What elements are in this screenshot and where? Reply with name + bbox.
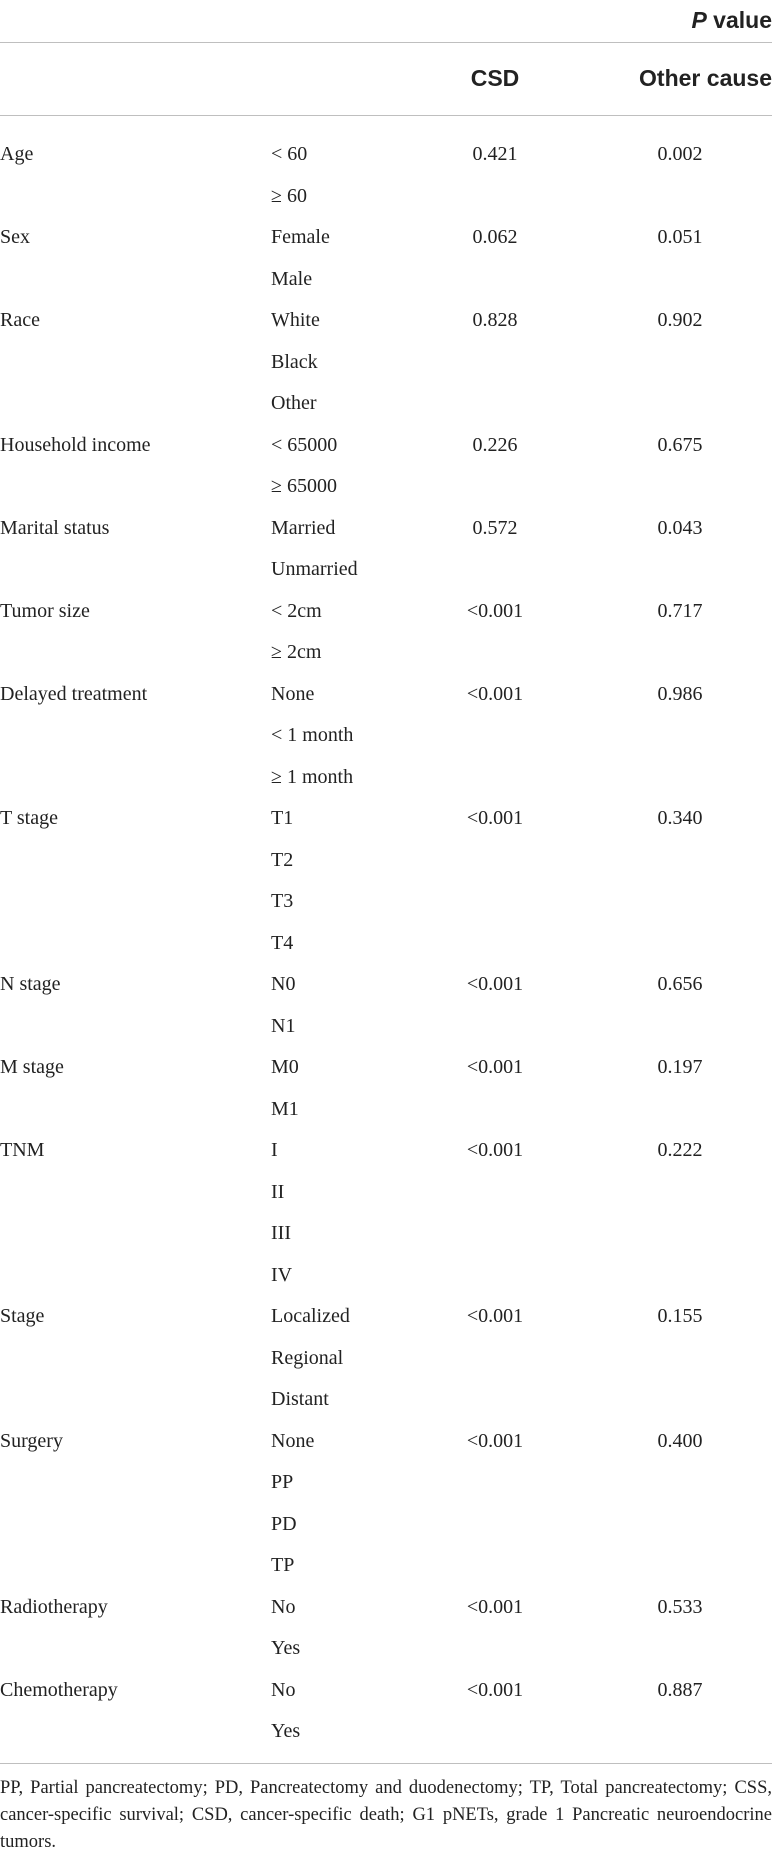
variable-name: N stage [0, 973, 61, 995]
variable-name: Marital status [0, 516, 110, 539]
table-row [0, 591, 772, 633]
table-row [0, 1670, 772, 1712]
csd-p-value: <0.001 [466, 1429, 524, 1452]
variable-level: T2 [271, 848, 294, 871]
csd-p-value: 0.828 [472, 309, 518, 331]
variable-level: M1 [271, 1097, 299, 1120]
variable-level: ≥ 65000 [271, 475, 337, 497]
other-cause-p-value: 0.675 [657, 433, 703, 456]
variable-level: III [271, 1222, 291, 1244]
table-row [0, 1213, 772, 1255]
variable-level: M0 [271, 1056, 299, 1078]
variable-level: ≥ 60 [271, 184, 307, 207]
variable-name: Tumor size [0, 599, 90, 622]
table-row [0, 715, 772, 757]
variable-name: TNM [0, 1139, 45, 1161]
table-row [0, 964, 772, 1006]
variable-level: Unmarried [271, 558, 358, 580]
variable-name: Stage [0, 1305, 45, 1327]
variable-level: II [271, 1180, 285, 1203]
csd-p-value: 0.572 [472, 516, 518, 539]
variable-level: Female [271, 226, 330, 248]
other-cause-p-value: 0.986 [657, 682, 703, 705]
csd-p-value: <0.001 [466, 1139, 524, 1161]
csd-p-value: <0.001 [466, 1056, 524, 1078]
table-row [0, 466, 772, 508]
variable-level: Yes [271, 1720, 301, 1742]
variable-level: < 1 month [271, 724, 354, 746]
table-row [0, 1296, 772, 1338]
variable-level: PP [271, 1471, 294, 1493]
other-cause-p-value: 0.197 [657, 1056, 703, 1078]
column-header-csd: CSD [470, 65, 520, 91]
table-row [0, 134, 772, 176]
csd-p-value: 0.421 [472, 143, 518, 165]
variable-level: TP [271, 1554, 295, 1576]
table-row [0, 217, 772, 259]
csd-p-value: 0.226 [472, 433, 518, 456]
table-row [0, 1379, 772, 1421]
variable-level: T1 [271, 807, 294, 829]
variable-name: Chemotherapy [0, 1678, 118, 1701]
variable-level: Regional [271, 1346, 344, 1369]
table-row [0, 1504, 772, 1546]
table-footnote: PP, Partial pancreatectomy; PD, Pancreatectomy and duodenectomy; TP, Total pancreatectomy; CSS, cancer-specific survival; CSD, cancer-specific death; G1 pNETs, grade 1 Pancreatic neuroendocrine tumors. [0, 1778, 772, 1852]
variable-level: Black [271, 350, 318, 373]
variable-level: < 65000 [271, 433, 338, 456]
table-row [0, 259, 772, 301]
other-cause-p-value: 0.717 [657, 599, 703, 622]
table-row [0, 300, 772, 342]
table-row [0, 1006, 772, 1048]
variable-level: T4 [271, 931, 294, 954]
variable-level: T3 [271, 890, 294, 912]
variable-level: N1 [271, 1014, 296, 1037]
variable-level: < 60 [271, 143, 308, 165]
variable-level: I [271, 1139, 278, 1161]
variable-level: White [271, 309, 320, 331]
table-row [0, 1545, 772, 1587]
variable-level: Married [271, 516, 336, 539]
csd-p-value: <0.001 [466, 682, 524, 705]
table-row [0, 425, 772, 467]
other-cause-p-value: 0.002 [657, 143, 703, 165]
table-row [0, 1172, 772, 1214]
p-value-label: value [706, 7, 772, 33]
p-value-italic-p: P [691, 7, 707, 33]
table-row [0, 632, 772, 674]
table-row [0, 549, 772, 591]
variable-name: Delayed treatment [0, 682, 148, 705]
other-cause-p-value: 0.400 [657, 1429, 703, 1452]
variable-level: None [271, 1429, 315, 1452]
table-row [0, 176, 772, 218]
header-bottom-rule [0, 115, 772, 116]
table-row [0, 1047, 772, 1089]
other-cause-p-value: 0.902 [657, 309, 703, 331]
table-row [0, 1089, 772, 1131]
variable-level: None [271, 682, 315, 705]
variable-name: Age [0, 143, 34, 165]
other-cause-p-value: 0.533 [657, 1595, 703, 1618]
csd-p-value: <0.001 [466, 807, 524, 829]
table-row [0, 1711, 772, 1753]
variable-level: PD [271, 1512, 297, 1535]
variable-name: Radiotherapy [0, 1595, 108, 1618]
csd-p-value: <0.001 [466, 1678, 524, 1701]
table-row [0, 1587, 772, 1629]
table-row [0, 1130, 772, 1172]
table-row [0, 1338, 772, 1380]
other-cause-p-value: 0.656 [657, 973, 703, 995]
column-header-other-cause: Other cause [639, 65, 772, 91]
variable-level: < 2cm [271, 599, 322, 622]
csd-p-value: <0.001 [466, 1305, 524, 1327]
variable-level: No [271, 1678, 296, 1701]
table-row [0, 508, 772, 550]
variable-name: M stage [0, 1056, 64, 1078]
table-row [0, 840, 772, 882]
variable-name: Race [0, 309, 40, 331]
other-cause-p-value: 0.051 [657, 226, 703, 248]
other-cause-p-value: 0.222 [657, 1139, 703, 1161]
table-row [0, 674, 772, 716]
variable-level: N0 [271, 973, 296, 995]
table-row [0, 342, 772, 384]
variable-level: IV [271, 1263, 293, 1286]
table-row [0, 1255, 772, 1297]
variable-level: Male [271, 267, 313, 290]
csd-p-value: <0.001 [466, 973, 524, 995]
table-row [0, 798, 772, 840]
variable-level: Other [271, 392, 317, 414]
variable-level: Yes [271, 1637, 301, 1659]
variable-level: ≥ 2cm [271, 641, 322, 663]
csd-p-value: 0.062 [472, 226, 518, 248]
top-header-rule [0, 42, 772, 43]
variable-level: Localized [271, 1305, 350, 1327]
other-cause-p-value: 0.887 [657, 1678, 703, 1701]
table-row [0, 1462, 772, 1504]
variable-name: Surgery [0, 1429, 63, 1452]
table-row [0, 1421, 772, 1463]
table-row [0, 923, 772, 965]
table-row [0, 1628, 772, 1670]
other-cause-p-value: 0.340 [657, 807, 703, 829]
variable-name: Sex [0, 226, 30, 248]
other-cause-p-value: 0.043 [657, 516, 703, 539]
p-value-group-header [691, 0, 772, 40]
table-body [0, 134, 772, 1753]
table-row [0, 881, 772, 923]
variable-level: No [271, 1595, 296, 1618]
variable-name: T stage [0, 807, 58, 829]
table-row [0, 383, 772, 425]
table-row [0, 757, 772, 799]
table-bottom-rule [0, 1763, 772, 1764]
variable-level: ≥ 1 month [271, 765, 354, 788]
variable-level: Distant [271, 1388, 329, 1410]
other-cause-p-value: 0.155 [657, 1305, 703, 1327]
csd-p-value: <0.001 [466, 1595, 524, 1618]
csd-p-value: <0.001 [466, 599, 524, 622]
variable-name: Household income [0, 433, 151, 456]
